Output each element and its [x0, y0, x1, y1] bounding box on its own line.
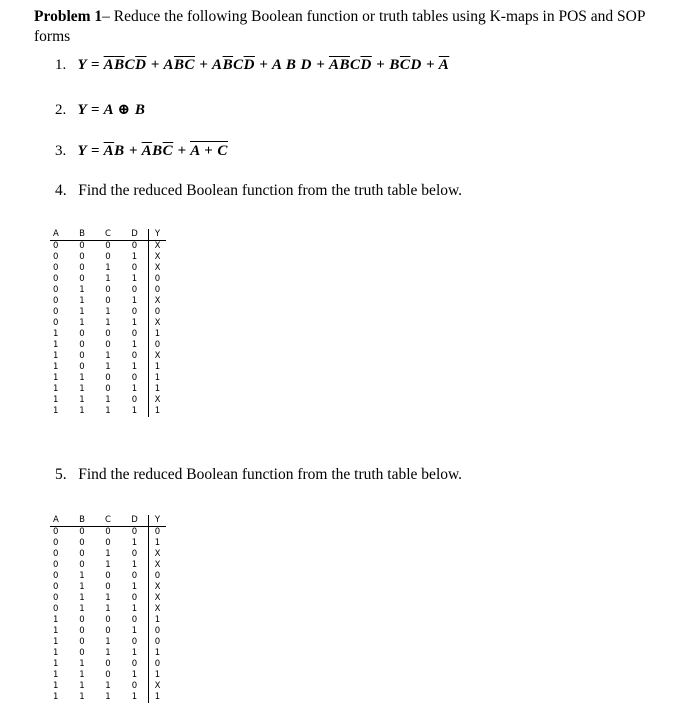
column-header: Y	[149, 229, 167, 241]
output-cell: 1	[149, 615, 167, 626]
input-cell: 0	[53, 560, 59, 570]
input-cell: 0	[79, 527, 85, 537]
table-row	[50, 373, 166, 384]
equation-term: D	[410, 57, 422, 73]
output-cell: 0	[149, 274, 167, 285]
input-cell: 1	[53, 626, 59, 636]
question-4	[55, 182, 462, 200]
table-row	[50, 648, 166, 659]
input-cell: 1	[79, 285, 85, 295]
input-cell: 0	[105, 615, 111, 625]
input-cell: 1	[53, 681, 59, 691]
output-cell: X	[149, 681, 167, 692]
table-row	[50, 252, 166, 263]
input-cell: 0	[79, 615, 85, 625]
input-cell: 1	[131, 384, 138, 394]
output-cell: 1	[149, 648, 167, 659]
output-cell: 1	[149, 692, 167, 703]
output-cell: 1	[149, 373, 167, 384]
input-cell: 1	[131, 670, 138, 680]
equation-term: B	[389, 57, 400, 73]
input-cell: 0	[79, 340, 85, 350]
input-cell: 0	[53, 527, 59, 537]
item-number: 1.	[55, 57, 67, 73]
input-cell: 0	[79, 241, 85, 251]
output-cell: 1	[149, 329, 167, 340]
input-cell: 1	[131, 692, 138, 702]
input-cell: 1	[79, 670, 85, 680]
table-row	[50, 582, 166, 593]
input-cell: 0	[53, 582, 59, 592]
table-header-row	[50, 229, 166, 241]
equation-term: $\overline{A}$	[103, 57, 115, 73]
output-cell: 0	[149, 285, 167, 296]
input-cell: 0	[53, 285, 59, 295]
input-cell: 1	[53, 615, 59, 625]
input-cell: 0	[131, 571, 138, 581]
input-cell: 0	[131, 307, 138, 317]
input-cell: 1	[79, 571, 85, 581]
input-cell: 1	[53, 329, 59, 339]
input-cell: 1	[79, 373, 85, 383]
input-cell: 0	[131, 593, 138, 603]
equation-1	[55, 57, 449, 74]
input-cell: 1	[105, 549, 111, 559]
input-cell: 1	[105, 692, 111, 702]
output-cell: 0	[149, 527, 167, 539]
column-header: B	[69, 229, 95, 241]
input-cell: 0	[131, 637, 138, 647]
output-cell: 1	[149, 538, 167, 549]
table-row	[50, 549, 166, 560]
table-row	[50, 395, 166, 406]
equation-term: +	[421, 57, 439, 73]
equation-term: +	[311, 57, 329, 73]
input-cell: 1	[79, 593, 85, 603]
equation-term: Y	[77, 57, 87, 73]
table-row	[50, 285, 166, 296]
table-header-row	[50, 515, 166, 527]
output-cell: X	[149, 263, 167, 274]
equation-term: A B D	[271, 57, 312, 73]
output-cell: X	[149, 252, 167, 263]
input-cell: 1	[131, 626, 138, 636]
output-cell: X	[149, 582, 167, 593]
input-cell: 0	[131, 659, 138, 669]
output-cell: 1	[149, 384, 167, 395]
output-cell: 1	[149, 362, 167, 373]
input-cell: 1	[53, 362, 59, 372]
input-cell: 1	[79, 659, 85, 669]
input-cell: 1	[131, 252, 138, 262]
input-cell: 0	[105, 626, 111, 636]
equation-term: B	[152, 143, 163, 159]
column-header: A	[50, 515, 69, 527]
input-cell: 0	[105, 582, 111, 592]
input-cell: 0	[105, 252, 111, 262]
column-header: Y	[149, 515, 167, 527]
column-header: D	[121, 515, 149, 527]
question-text: Find the reduced Boolean function from the truth table below.	[78, 466, 463, 483]
equation-term: +	[124, 143, 142, 159]
equation-term: $\overline{A}$	[103, 143, 115, 159]
input-cell: 0	[53, 571, 59, 581]
equation-term: +	[146, 57, 164, 73]
truth-table-5	[50, 515, 166, 703]
input-cell: 1	[53, 692, 59, 702]
input-cell: 0	[105, 384, 111, 394]
question-5	[55, 466, 462, 484]
input-cell: 1	[79, 604, 85, 614]
input-cell: 1	[105, 681, 111, 691]
input-cell: 0	[53, 318, 59, 328]
input-cell: 0	[79, 263, 85, 273]
table-row	[50, 692, 166, 703]
equation-term: $\overline{D}$	[360, 57, 372, 73]
table-row	[50, 296, 166, 307]
input-cell: 1	[53, 648, 59, 658]
column-header: A	[50, 229, 69, 241]
input-cell: 1	[53, 406, 59, 416]
input-cell: 1	[131, 582, 138, 592]
equation-term: $\overline{C}$	[399, 57, 411, 73]
column-header: B	[69, 515, 95, 527]
input-cell: 1	[79, 406, 85, 416]
equation-term: C	[233, 57, 244, 73]
input-cell: 0	[131, 241, 138, 251]
input-cell: 0	[105, 241, 111, 251]
equation-term: +	[173, 143, 191, 159]
equation-term: C	[124, 57, 136, 73]
equation-term: =	[86, 57, 104, 73]
input-cell: 1	[105, 318, 111, 328]
input-cell: 0	[79, 560, 85, 570]
equation-term: +	[371, 57, 390, 73]
equation-term: =	[86, 143, 104, 159]
input-cell: 1	[53, 340, 59, 350]
output-cell: 0	[149, 307, 167, 318]
table-row	[50, 274, 166, 285]
problem-heading	[34, 7, 664, 47]
input-cell: 0	[131, 373, 138, 383]
table-row	[50, 329, 166, 340]
output-cell: X	[149, 296, 167, 307]
input-cell: 1	[131, 406, 138, 416]
equation-term: $\overline{B}$	[174, 57, 185, 73]
equation-term: $\overline{C}$	[162, 143, 174, 159]
input-cell: 0	[79, 351, 85, 361]
input-cell: 0	[79, 329, 85, 339]
output-cell: 1	[149, 406, 167, 417]
input-cell: 0	[131, 263, 138, 273]
output-cell: X	[149, 604, 167, 615]
input-cell: 0	[79, 274, 85, 284]
table-row	[50, 351, 166, 362]
equation-term: A	[212, 57, 223, 73]
output-cell: X	[149, 549, 167, 560]
equation-2	[55, 100, 145, 119]
input-cell: 0	[105, 538, 111, 548]
input-cell: 0	[53, 252, 59, 262]
table-row	[50, 681, 166, 692]
output-cell: X	[149, 593, 167, 604]
output-cell: X	[149, 560, 167, 571]
input-cell: 1	[105, 604, 111, 614]
input-cell: 0	[105, 285, 111, 295]
table-row	[50, 384, 166, 395]
input-cell: 0	[79, 362, 85, 372]
input-cell: 0	[79, 637, 85, 647]
equation-3	[55, 143, 228, 160]
input-cell: 1	[131, 274, 138, 284]
input-cell: 1	[105, 351, 111, 361]
input-cell: 1	[53, 670, 59, 680]
output-cell: 1	[149, 670, 167, 681]
input-cell: 0	[131, 549, 138, 559]
output-cell: 0	[149, 571, 167, 582]
item-number: 4.	[55, 182, 67, 199]
input-cell: 1	[131, 296, 138, 306]
input-cell: 1	[105, 406, 111, 416]
table-row	[50, 593, 166, 604]
input-cell: 1	[131, 604, 138, 614]
input-cell: 1	[53, 637, 59, 647]
input-cell: 0	[79, 549, 85, 559]
equation-terms	[78, 102, 146, 118]
input-cell: 1	[105, 648, 111, 658]
input-cell: 0	[53, 538, 59, 548]
output-cell: 0	[149, 340, 167, 351]
table-row	[50, 340, 166, 351]
table-row	[50, 560, 166, 571]
item-number: 3.	[55, 143, 67, 159]
table-row	[50, 307, 166, 318]
table-row	[50, 670, 166, 681]
output-cell: 0	[149, 637, 167, 648]
equation-term: $\overline{B}$	[339, 57, 350, 73]
output-cell: 0	[149, 626, 167, 637]
input-cell: 1	[131, 318, 138, 328]
input-cell: 1	[131, 560, 138, 570]
equation-term: B	[114, 143, 125, 159]
equation-term: $\overline{A}$	[438, 57, 450, 73]
input-cell: 0	[131, 681, 138, 691]
item-number: 5.	[55, 466, 67, 483]
equation-term: $\overline{A}$	[328, 57, 340, 73]
input-cell: 1	[53, 395, 59, 405]
input-cell: 1	[53, 373, 59, 383]
equation-term: $\overline{B}$	[114, 57, 125, 73]
input-cell: 0	[79, 252, 85, 262]
input-cell: 0	[105, 373, 111, 383]
equation-term: A	[163, 57, 175, 73]
input-cell: 1	[131, 340, 138, 350]
input-cell: 0	[79, 648, 85, 658]
equation-term: $\overline{D}$	[135, 57, 147, 73]
equation-term: Y	[77, 143, 87, 159]
input-cell: 1	[105, 263, 111, 273]
input-cell: 0	[53, 549, 59, 559]
input-cell: 0	[131, 329, 138, 339]
input-cell: 1	[79, 318, 85, 328]
input-cell: 1	[79, 681, 85, 691]
table-row	[50, 241, 166, 253]
input-cell: 0	[53, 241, 59, 251]
equation-term: Y	[77, 102, 87, 118]
input-cell: 1	[105, 307, 111, 317]
input-cell: 0	[53, 307, 59, 317]
output-cell: X	[149, 318, 167, 329]
problem-label: Problem 1	[34, 8, 103, 25]
input-cell: 0	[131, 527, 138, 537]
table-row	[50, 615, 166, 626]
input-cell: 0	[131, 285, 138, 295]
input-cell: 0	[131, 351, 138, 361]
input-cell: 1	[105, 274, 111, 284]
output-cell: X	[149, 351, 167, 362]
equation-term: =	[86, 102, 104, 118]
equation-terms	[78, 57, 450, 73]
table-row	[50, 318, 166, 329]
input-cell: 0	[53, 263, 59, 273]
input-cell: 0	[105, 340, 111, 350]
table-row	[50, 604, 166, 615]
input-cell: 1	[105, 637, 111, 647]
output-cell: X	[149, 241, 167, 253]
input-cell: 1	[53, 659, 59, 669]
column-header: C	[95, 515, 121, 527]
input-cell: 0	[53, 296, 59, 306]
truth-table-4	[50, 229, 166, 417]
equation-term: A ⊕ B	[103, 102, 146, 118]
input-cell: 0	[105, 571, 111, 581]
equation-term: +	[195, 57, 213, 73]
input-cell: 1	[131, 362, 138, 372]
equation-term: $\overline{C}$	[184, 57, 196, 73]
input-cell: 0	[53, 593, 59, 603]
problem-instruction: – Reduce the following Boolean function or truth tables using K-maps in POS and SOP forms	[34, 8, 645, 45]
equation-term: +	[254, 57, 272, 73]
equation-term: $\overline{B}$	[222, 57, 234, 73]
input-cell: 1	[105, 593, 111, 603]
table-row	[50, 571, 166, 582]
table-row	[50, 659, 166, 670]
input-cell: 0	[79, 626, 85, 636]
input-cell: 1	[53, 351, 59, 361]
output-cell: 0	[149, 659, 167, 670]
table-row	[50, 527, 166, 539]
table-row	[50, 626, 166, 637]
input-cell: 0	[105, 329, 111, 339]
table-row	[50, 538, 166, 549]
table-row	[50, 637, 166, 648]
table-row	[50, 362, 166, 373]
column-header: C	[95, 229, 121, 241]
input-cell: 1	[105, 560, 111, 570]
table-row	[50, 406, 166, 417]
input-cell: 1	[105, 362, 111, 372]
input-cell: 0	[131, 395, 138, 405]
equation-terms	[78, 141, 228, 159]
input-cell: 0	[53, 274, 59, 284]
column-header: D	[121, 229, 149, 241]
input-cell: 1	[131, 538, 138, 548]
input-cell: 1	[79, 395, 85, 405]
equation-term: $\overline{D}$	[243, 57, 255, 73]
item-number: 2.	[55, 102, 67, 118]
input-cell: 1	[131, 648, 138, 658]
input-cell: 1	[79, 582, 85, 592]
input-cell: 1	[79, 296, 85, 306]
input-cell: 1	[79, 384, 85, 394]
input-cell: 0	[53, 604, 59, 614]
input-cell: 0	[105, 670, 111, 680]
output-cell: X	[149, 395, 167, 406]
input-cell: 0	[105, 296, 111, 306]
input-cell: 1	[105, 395, 111, 405]
equation-term: C	[349, 57, 361, 73]
equation-term: $\overline{A}$	[141, 143, 153, 159]
input-cell: 0	[105, 659, 111, 669]
equation-term: A + C	[190, 143, 228, 159]
input-cell: 1	[53, 384, 59, 394]
input-cell: 1	[79, 307, 85, 317]
question-text: Find the reduced Boolean function from the truth table below.	[78, 182, 463, 199]
table-row	[50, 263, 166, 274]
input-cell: 1	[79, 692, 85, 702]
input-cell: 0	[79, 538, 85, 548]
input-cell: 0	[105, 527, 111, 537]
input-cell: 0	[131, 615, 138, 625]
